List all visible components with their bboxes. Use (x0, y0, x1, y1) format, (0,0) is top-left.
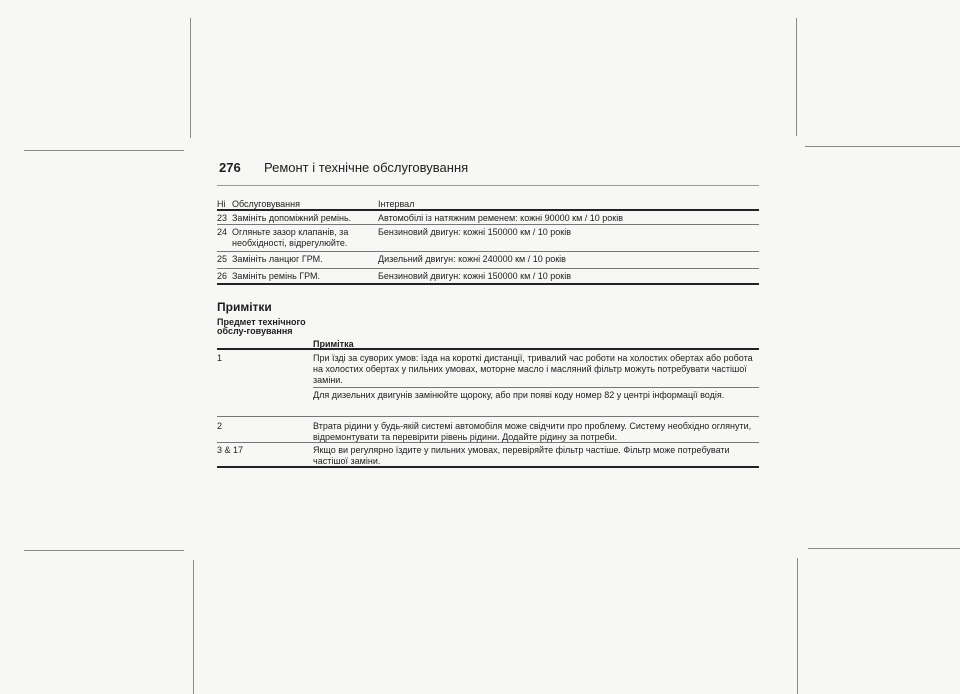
note-item: 2 (217, 421, 223, 431)
table-row (217, 252, 759, 269)
header-divider (217, 185, 759, 186)
table-bottom-rule (217, 466, 759, 468)
page-header (217, 160, 762, 176)
table-row (217, 269, 759, 285)
note-paragraph-divider (313, 387, 759, 388)
crop-mark (190, 18, 191, 138)
row-number: 23 (217, 213, 228, 223)
table-row (217, 211, 759, 225)
note-item: 1 (217, 353, 223, 363)
note-text: При їзді за суворих умов: їзда на короткі дистанції, тривалий час роботи на холостих обертах або робота на холостих обертах у пильних умовах, моторне масло і масляний фільтр можуть потребувати частішої заміни. (313, 353, 753, 385)
crop-mark (808, 548, 960, 549)
column-header-service: Обслуговування (232, 199, 300, 209)
notes-table (217, 316, 759, 468)
crop-mark (805, 146, 960, 147)
crop-mark (24, 550, 184, 551)
note-text: Якщо ви регулярно їздите у пильних умовах, перевіряйте фільтр частіше. Фільтр може потребувати частішої заміни. (313, 445, 730, 466)
column-header-note: Примітка (313, 339, 354, 349)
row-interval: Бензиновий двигун: кожні 150000 км / 10 років (378, 271, 571, 281)
crop-mark (24, 150, 184, 151)
row-service: Замініть допоміжний ремінь. (232, 213, 352, 223)
page-title: Ремонт і технічне обслуговування (264, 160, 469, 175)
column-header-interval: Інтервал (378, 199, 415, 209)
row-divider (217, 416, 759, 417)
row-service: Замініть ремінь ГРМ. (232, 271, 321, 281)
row-interval: Дизельний двигун: кожні 240000 км / 10 років (378, 254, 566, 264)
row-service: Замініть ланцюг ГРМ. (232, 254, 323, 264)
column-header-item: Предмет технічного обслу-говування (217, 317, 306, 336)
table-row (217, 225, 759, 252)
note-item: 3 & 17 (217, 445, 244, 455)
note-text: Для дизельних двигунів замінюйте щороку, або при появі коду номер 82 у центрі інформації водія. (313, 390, 725, 400)
crop-mark (193, 560, 194, 694)
notes-row (217, 418, 759, 442)
row-number: 26 (217, 271, 228, 281)
row-number: 25 (217, 254, 228, 264)
column-header-number: Нi (217, 199, 226, 209)
row-number: 24 (217, 227, 228, 237)
row-service: Огляньте зазор клапанів, за необхідності, відрегулюйте. (232, 227, 349, 248)
table-header (217, 196, 759, 211)
page-number: 276 (219, 160, 241, 175)
row-interval: Автомобілі із натяжним ременем: кожні 90000 км / 10 років (378, 213, 624, 223)
notes-row (217, 350, 759, 418)
row-interval: Бензиновий двигун: кожні 150000 км / 10 років (378, 227, 571, 237)
service-interval-table (217, 196, 759, 285)
crop-mark (797, 558, 798, 694)
crop-mark (796, 18, 797, 136)
notes-table-header (217, 316, 759, 350)
note-text: Втрата рідини у будь-якій системі автомобіля може свідчити про проблему. Систему необхідно оглянути, відремонтувати та перевірити рівень рідини. Додайте рідину за потреби. (313, 421, 752, 442)
notes-row (217, 442, 759, 468)
notes-heading: Примітки (217, 300, 272, 314)
